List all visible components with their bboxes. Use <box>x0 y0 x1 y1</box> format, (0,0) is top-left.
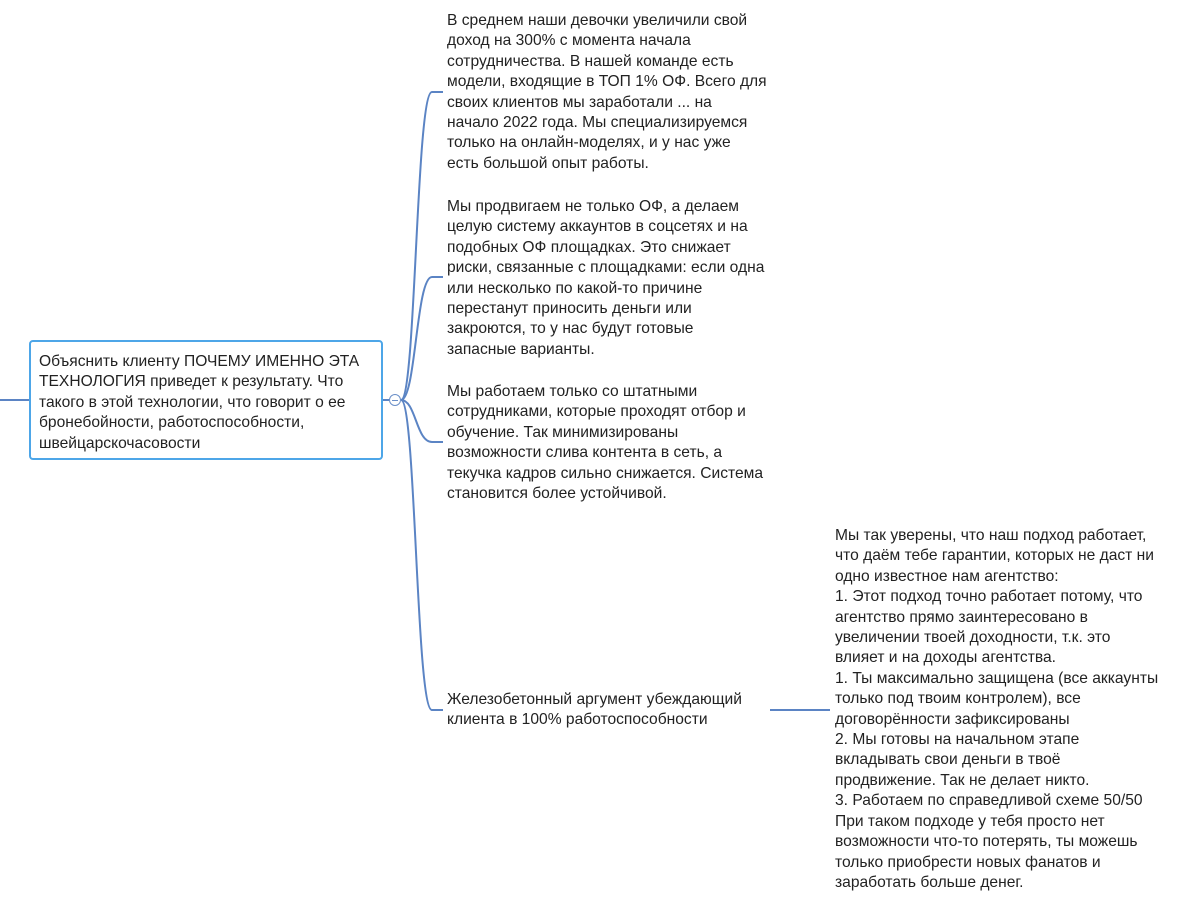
collapse-toggle-icon[interactable] <box>389 394 401 406</box>
branch-node-4[interactable]: Железобетонный аргумент убеждающий клиента в 100% работоспособности <box>447 691 742 729</box>
branch-node-4-child[interactable]: Мы так уверены, что наш подход работает, что даём тебе гарантии, которых не даст ни одно известное нам агентство: 1. Этот подход точно работает потому, что агентство прямо заинтересовано в увеличении твоей доходности, т.к. это влияет и на доходы агентства. 1. Ты максимально защищена (все аккаунты только под твоим контролем), все договорённости зафиксированы 2. Мы готовы на начальном этапе вкладывать свои деньги в твоё продвижение. Так не делает никто. 3. Работаем по справедливой схеме 50/50 При таком подходе у тебя просто нет возможности что-то потерять, ты можешь только приобрести новых фанатов и заработать больше денег. <box>835 527 1159 891</box>
branch-node-2[interactable]: Мы продвигаем не только ОФ, а делаем целую систему аккаунтов в соцсетях и на подобных ОФ площадках. Это снижает риски, связанные с площадками: если одна или несколько по какой-то причине перестанут приносить деньги или закроются, то у нас будут готовые запасные варианты. <box>447 198 765 358</box>
branch-node-1[interactable]: В среднем наши девочки увеличили свой доход на 300% с момента начала сотрудничества. В нашей команде есть модели, входящие в ТОП 1% ОФ. Всего для своих клиентов мы заработали ... на начало 2022 года. Мы специализируемся только на онлайн-моделях, и у нас уже есть большой опыт работы. <box>447 12 767 172</box>
connector-branch-4 <box>401 400 443 710</box>
root-node-text: Объяснить клиенту ПОЧЕМУ ИМЕННО ЭТА ТЕХНОЛОГИЯ приведет к результату. Что такого в этой технологии, что говорит о ее бронебойности, работоспособности, швейцарскочасовости <box>39 353 360 452</box>
root-node[interactable] <box>29 340 383 460</box>
connector-branch-1 <box>401 92 443 400</box>
branch-node-3[interactable]: Мы работаем только со штатными сотрудниками, которые проходят отбор и обучение. Так минимизированы возможности слива контента в сеть, а текучка кадров сильно снижается. Система становится более устойчивой. <box>447 383 764 503</box>
